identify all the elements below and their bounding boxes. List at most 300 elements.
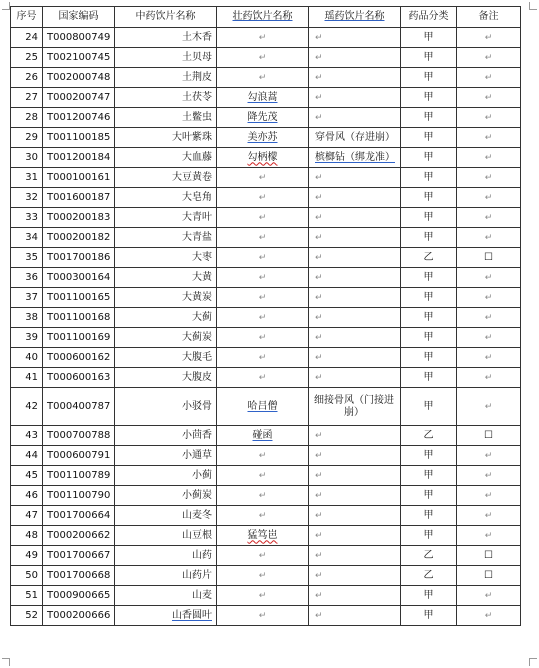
- paragraph-mark: ↵: [484, 32, 493, 43]
- cell-national-code: [43, 148, 115, 168]
- cell-tcm-name-text: 大青叶: [182, 211, 212, 223]
- cell-tcm-name-text: 大黄: [192, 271, 212, 283]
- paragraph-mark: ↵: [484, 490, 493, 501]
- cell-remark: [457, 506, 521, 526]
- cell-category-text: 乙: [423, 429, 434, 441]
- cell-tcm-name: [115, 48, 217, 68]
- cell-zhuang-name: [217, 368, 309, 388]
- cell-national-code-text: T000600162: [47, 351, 111, 363]
- cell-national-code-text: T001200746: [47, 111, 111, 123]
- table-row: [11, 208, 521, 228]
- cell-tcm-name-text: 小驳骨: [182, 400, 212, 412]
- cell-index-text: 35: [25, 251, 38, 263]
- cell-yao-name: [309, 288, 401, 308]
- cell-index: [11, 446, 43, 466]
- paragraph-mark: ↵: [484, 470, 493, 481]
- paragraph-mark: ↵: [315, 172, 323, 183]
- cell-remark: [457, 586, 521, 606]
- cell-tcm-name-text: 山豆根: [182, 529, 212, 541]
- cell-category: [401, 348, 457, 368]
- page-corner-mark: [529, 658, 537, 666]
- cell-remark: [457, 388, 521, 426]
- paragraph-mark: ↵: [484, 192, 493, 203]
- cell-category: [401, 108, 457, 128]
- cell-category: [401, 288, 457, 308]
- cell-zhuang-name: [217, 586, 309, 606]
- cell-index: [11, 288, 43, 308]
- cell-tcm-name-text: 小蓟: [192, 469, 212, 481]
- header-national-code: 国家编码: [43, 7, 115, 28]
- paragraph-mark: ↵: [258, 352, 267, 363]
- cell-category: [401, 268, 457, 288]
- cell-tcm-name-text: 小蓟炭: [182, 489, 212, 501]
- paragraph-mark: ↵: [484, 132, 493, 143]
- cell-national-code: [43, 228, 115, 248]
- cell-tcm-name: [115, 308, 217, 328]
- cell-zhuang-name-text: 降先茂: [247, 111, 278, 123]
- paragraph-mark: ↵: [315, 570, 323, 581]
- cell-index: [11, 128, 43, 148]
- cell-national-code-text: T000900665: [47, 589, 111, 601]
- cell-category: [401, 68, 457, 88]
- cell-tcm-name: [115, 368, 217, 388]
- cell-index-text: 34: [25, 231, 38, 243]
- cell-national-code-text: T000400787: [47, 400, 111, 412]
- cell-national-code: [43, 288, 115, 308]
- cell-national-code: [43, 486, 115, 506]
- cell-category: [401, 88, 457, 108]
- medicine-table: [10, 6, 521, 626]
- cell-index: [11, 566, 43, 586]
- cell-zhuang-name: [217, 566, 309, 586]
- cell-index-text: 36: [25, 271, 38, 283]
- cell-tcm-name-text: 小茴香: [182, 429, 212, 441]
- cell-zhuang-name: [217, 486, 309, 506]
- cell-category: [401, 368, 457, 388]
- cell-index: [11, 348, 43, 368]
- cell-tcm-name: [115, 506, 217, 526]
- cell-zhuang-name-text: 猛笃岜: [247, 529, 278, 541]
- cell-national-code-text: T001700667: [47, 549, 111, 561]
- paragraph-mark: ↵: [315, 72, 323, 83]
- cell-zhuang-name: [217, 328, 309, 348]
- cell-national-code-text: T000200182: [47, 231, 111, 243]
- cell-yao-name: [309, 128, 401, 148]
- paragraph-mark: ↵: [258, 272, 267, 283]
- cell-tcm-name: [115, 328, 217, 348]
- cell-tcm-name-text: 大蓟炭: [182, 331, 212, 343]
- cell-national-code: [43, 28, 115, 48]
- cell-tcm-name: [115, 248, 217, 268]
- cell-tcm-name-text: 土贝母: [182, 51, 212, 63]
- cell-national-code-text: T000300164: [47, 271, 111, 283]
- table-row: [11, 188, 521, 208]
- cell-zhuang-name: [217, 228, 309, 248]
- table-row: [11, 566, 521, 586]
- cell-tcm-name: [115, 168, 217, 188]
- paragraph-mark: ↵: [484, 232, 493, 243]
- cell-national-code-text: T002000748: [47, 71, 111, 83]
- paragraph-mark: ↵: [258, 332, 267, 343]
- cell-tcm-name-text: 大黄炭: [182, 291, 212, 303]
- cell-yao-name: [309, 526, 401, 546]
- cell-zhuang-name: [217, 108, 309, 128]
- cell-category-text: 甲: [423, 351, 434, 363]
- cell-zhuang-name: [217, 248, 309, 268]
- cell-tcm-name-text: 大蓟: [192, 311, 212, 323]
- cell-index-text: 40: [25, 351, 38, 363]
- paragraph-mark: ↵: [258, 232, 267, 243]
- cell-yao-name-text: 细接骨风（门接进崩）: [314, 394, 394, 418]
- paragraph-mark: ↵: [258, 590, 267, 601]
- cell-category-text: 乙: [423, 251, 434, 263]
- cell-yao-name: [309, 108, 401, 128]
- cell-national-code: [43, 308, 115, 328]
- header-tcm-name: 中药饮片名称: [115, 7, 217, 28]
- cell-tcm-name-text: 土鳖虫: [182, 111, 212, 123]
- cell-category-text: 甲: [423, 489, 434, 501]
- cell-national-code: [43, 368, 115, 388]
- cell-category-text: 甲: [423, 91, 434, 103]
- cell-yao-name: [309, 546, 401, 566]
- cell-tcm-name: [115, 28, 217, 48]
- cell-index-text: 39: [25, 331, 38, 343]
- paragraph-mark: ↵: [315, 590, 323, 601]
- cell-yao-name: [309, 48, 401, 68]
- cell-index: [11, 28, 43, 48]
- cell-zhuang-name: [217, 288, 309, 308]
- cell-category: [401, 188, 457, 208]
- paragraph-mark: ↵: [315, 430, 323, 441]
- cell-index: [11, 606, 43, 626]
- cell-national-code: [43, 128, 115, 148]
- paragraph-mark: ↵: [315, 252, 323, 263]
- cell-remark: [457, 308, 521, 328]
- cell-national-code: [43, 188, 115, 208]
- cell-category: [401, 28, 457, 48]
- paragraph-mark: ↵: [258, 610, 267, 621]
- table-row: [11, 88, 521, 108]
- paragraph-mark: ↵: [258, 172, 267, 183]
- paragraph-mark: ↵: [484, 332, 493, 343]
- cell-yao-name: [309, 28, 401, 48]
- cell-yao-name: [309, 148, 401, 168]
- cell-remark: [457, 466, 521, 486]
- paragraph-mark: ↵: [315, 550, 323, 561]
- cell-national-code-text: T001700664: [47, 509, 111, 521]
- cell-category-text: 甲: [423, 211, 434, 223]
- paragraph-mark: ↵: [258, 212, 267, 223]
- cell-category: [401, 48, 457, 68]
- cell-national-code: [43, 566, 115, 586]
- cell-national-code: [43, 108, 115, 128]
- cell-tcm-name: [115, 466, 217, 486]
- cell-category-text: 甲: [423, 400, 434, 412]
- cell-category-text: 乙: [423, 549, 434, 561]
- table-row: [11, 68, 521, 88]
- paragraph-mark: ↵: [315, 450, 323, 461]
- table-row: [11, 228, 521, 248]
- checkbox-mark: ☐: [484, 251, 493, 263]
- paragraph-mark: ↵: [258, 550, 267, 561]
- paragraph-mark: ↵: [258, 72, 267, 83]
- cell-national-code: [43, 248, 115, 268]
- cell-category: [401, 606, 457, 626]
- cell-category-text: 甲: [423, 589, 434, 601]
- paragraph-mark: ↵: [315, 312, 323, 323]
- cell-category-text: 甲: [423, 231, 434, 243]
- cell-tcm-name: [115, 188, 217, 208]
- cell-category-text: 甲: [423, 111, 434, 123]
- cell-remark: [457, 188, 521, 208]
- table-row: [11, 486, 521, 506]
- cell-remark: [457, 48, 521, 68]
- cell-remark: [457, 208, 521, 228]
- cell-category: [401, 228, 457, 248]
- paragraph-mark: ↵: [484, 450, 493, 461]
- cell-index: [11, 108, 43, 128]
- cell-national-code-text: T000600163: [47, 371, 111, 383]
- cell-yao-name: [309, 446, 401, 466]
- cell-index: [11, 368, 43, 388]
- cell-national-code-text: T000600791: [47, 449, 111, 461]
- cell-category-text: 甲: [423, 171, 434, 183]
- paragraph-mark: ↵: [484, 352, 493, 363]
- table-row: [11, 546, 521, 566]
- table-row: [11, 388, 521, 426]
- cell-index: [11, 328, 43, 348]
- cell-yao-name-text: 穿骨风（存进崩）: [315, 131, 395, 143]
- paragraph-mark: ↵: [315, 372, 323, 383]
- cell-category: [401, 148, 457, 168]
- cell-category-text: 甲: [423, 509, 434, 521]
- cell-category: [401, 586, 457, 606]
- cell-zhuang-name: [217, 426, 309, 446]
- cell-category: [401, 128, 457, 148]
- cell-yao-name: [309, 368, 401, 388]
- cell-yao-name: [309, 168, 401, 188]
- cell-category-text: 甲: [423, 449, 434, 461]
- header-category: 药品分类: [401, 7, 457, 28]
- cell-national-code-text: T001100168: [47, 311, 111, 323]
- cell-index: [11, 388, 43, 426]
- cell-national-code-text: T001100790: [47, 489, 111, 501]
- cell-index-text: 30: [25, 151, 38, 163]
- cell-zhuang-name: [217, 208, 309, 228]
- cell-remark: [457, 348, 521, 368]
- cell-category-text: 甲: [423, 371, 434, 383]
- cell-category: [401, 168, 457, 188]
- cell-tcm-name: [115, 268, 217, 288]
- cell-zhuang-name: [217, 28, 309, 48]
- cell-remark: [457, 546, 521, 566]
- cell-category: [401, 486, 457, 506]
- cell-national-code-text: T000100161: [47, 171, 111, 183]
- cell-national-code-text: T001100169: [47, 331, 111, 343]
- paragraph-mark: ↵: [484, 372, 493, 383]
- cell-tcm-name-text: 大血藤: [182, 151, 212, 163]
- cell-index-text: 37: [25, 291, 38, 303]
- cell-remark: [457, 288, 521, 308]
- cell-category-text: 甲: [423, 31, 434, 43]
- cell-index-text: 42: [25, 400, 38, 412]
- cell-category: [401, 308, 457, 328]
- table-row: [11, 128, 521, 148]
- paragraph-mark: ↵: [258, 450, 267, 461]
- cell-zhuang-name: [217, 148, 309, 168]
- table-row: [11, 328, 521, 348]
- paragraph-mark: ↵: [258, 570, 267, 581]
- cell-index: [11, 586, 43, 606]
- table-row: [11, 506, 521, 526]
- paragraph-mark: ↵: [258, 52, 267, 63]
- cell-national-code: [43, 388, 115, 426]
- cell-tcm-name-text: 大枣: [192, 251, 212, 263]
- cell-remark: [457, 606, 521, 626]
- cell-category-text: 甲: [423, 469, 434, 481]
- paragraph-mark: ↵: [315, 490, 323, 501]
- cell-national-code-text: T001700186: [47, 251, 111, 263]
- paragraph-mark: ↵: [484, 92, 493, 103]
- cell-category: [401, 388, 457, 426]
- cell-tcm-name: [115, 586, 217, 606]
- cell-tcm-name: [115, 546, 217, 566]
- cell-category-text: 甲: [423, 151, 434, 163]
- cell-index-text: 24: [25, 31, 38, 43]
- cell-national-code: [43, 426, 115, 446]
- cell-national-code: [43, 268, 115, 288]
- cell-category: [401, 546, 457, 566]
- cell-tcm-name-text: 土荆皮: [182, 71, 212, 83]
- cell-national-code-text: T001200184: [47, 151, 111, 163]
- cell-index: [11, 88, 43, 108]
- cell-remark: [457, 168, 521, 188]
- paragraph-mark: ↵: [315, 32, 323, 43]
- cell-zhuang-name: [217, 466, 309, 486]
- paragraph-mark: ↵: [484, 292, 493, 303]
- paragraph-mark: ↵: [315, 352, 323, 363]
- paragraph-mark: ↵: [258, 32, 267, 43]
- cell-category: [401, 328, 457, 348]
- cell-tcm-name-text: 山香圆叶: [172, 609, 212, 621]
- cell-remark: [457, 268, 521, 288]
- cell-national-code: [43, 48, 115, 68]
- table-row: [11, 48, 521, 68]
- cell-national-code-text: T001100165: [47, 291, 111, 303]
- cell-yao-name: [309, 486, 401, 506]
- cell-national-code-text: T000200662: [47, 529, 111, 541]
- paragraph-mark: ↵: [484, 112, 493, 123]
- cell-zhuang-name: [217, 188, 309, 208]
- cell-national-code-text: T001100789: [47, 469, 111, 481]
- cell-category: [401, 466, 457, 486]
- cell-remark: [457, 328, 521, 348]
- cell-zhuang-name-text: 美亦苏: [247, 131, 278, 143]
- paragraph-mark: ↵: [315, 510, 323, 521]
- cell-tcm-name: [115, 108, 217, 128]
- cell-index-text: 25: [25, 51, 38, 63]
- cell-tcm-name: [115, 148, 217, 168]
- cell-national-code-text: T001100185: [47, 131, 111, 143]
- header-index: 序号: [11, 7, 43, 28]
- cell-remark: [457, 148, 521, 168]
- cell-category-text: 甲: [423, 71, 434, 83]
- cell-category: [401, 248, 457, 268]
- paragraph-mark: ↵: [258, 470, 267, 481]
- cell-index-text: 50: [25, 569, 38, 581]
- cell-national-code: [43, 446, 115, 466]
- table-row: [11, 348, 521, 368]
- cell-national-code: [43, 88, 115, 108]
- paragraph-mark: ↵: [484, 152, 493, 163]
- cell-category-text: 甲: [423, 271, 434, 283]
- cell-national-code-text: T000200183: [47, 211, 111, 223]
- page-corner-mark: [2, 2, 10, 10]
- cell-category: [401, 208, 457, 228]
- cell-zhuang-name: [217, 446, 309, 466]
- cell-tcm-name-text: 山药片: [182, 569, 212, 581]
- paragraph-mark: ↵: [315, 470, 323, 481]
- paragraph-mark: ↵: [258, 252, 267, 263]
- paragraph-mark: ↵: [484, 590, 493, 601]
- cell-zhuang-name: [217, 268, 309, 288]
- paragraph-mark: ↵: [258, 192, 267, 203]
- paragraph-mark: ↵: [315, 112, 323, 123]
- cell-remark: [457, 108, 521, 128]
- cell-index: [11, 228, 43, 248]
- cell-index-text: 32: [25, 191, 38, 203]
- cell-category-text: 甲: [423, 51, 434, 63]
- cell-index: [11, 188, 43, 208]
- table-row: [11, 288, 521, 308]
- cell-yao-name: [309, 606, 401, 626]
- paragraph-mark: ↵: [315, 92, 323, 103]
- cell-index: [11, 506, 43, 526]
- cell-yao-name: [309, 586, 401, 606]
- cell-tcm-name-text: 大腹皮: [182, 371, 212, 383]
- cell-national-code-text: T001600187: [47, 191, 111, 203]
- cell-category: [401, 526, 457, 546]
- cell-remark: [457, 28, 521, 48]
- cell-zhuang-name-text: 哈吕僧: [247, 400, 278, 412]
- cell-zhuang-name: [217, 348, 309, 368]
- cell-zhuang-name: [217, 48, 309, 68]
- cell-yao-name: [309, 248, 401, 268]
- cell-tcm-name: [115, 208, 217, 228]
- cell-index: [11, 168, 43, 188]
- cell-category-text: 甲: [423, 131, 434, 143]
- cell-index-text: 45: [25, 469, 38, 481]
- cell-tcm-name-text: 山麦: [192, 589, 212, 601]
- cell-zhuang-name-text: 碰函: [252, 429, 273, 441]
- cell-tcm-name: [115, 68, 217, 88]
- cell-index: [11, 426, 43, 446]
- cell-tcm-name-text: 小通草: [182, 449, 212, 461]
- table-row: [11, 368, 521, 388]
- cell-tcm-name-text: 大豆黄卷: [172, 171, 212, 183]
- table-row: [11, 446, 521, 466]
- cell-tcm-name: [115, 88, 217, 108]
- table-row: [11, 606, 521, 626]
- table-row: [11, 308, 521, 328]
- paragraph-mark: ↵: [484, 72, 493, 83]
- cell-yao-name: [309, 188, 401, 208]
- table-row: [11, 148, 521, 168]
- cell-remark: [457, 526, 521, 546]
- cell-zhuang-name: [217, 68, 309, 88]
- cell-national-code: [43, 506, 115, 526]
- cell-category-text: 甲: [423, 331, 434, 343]
